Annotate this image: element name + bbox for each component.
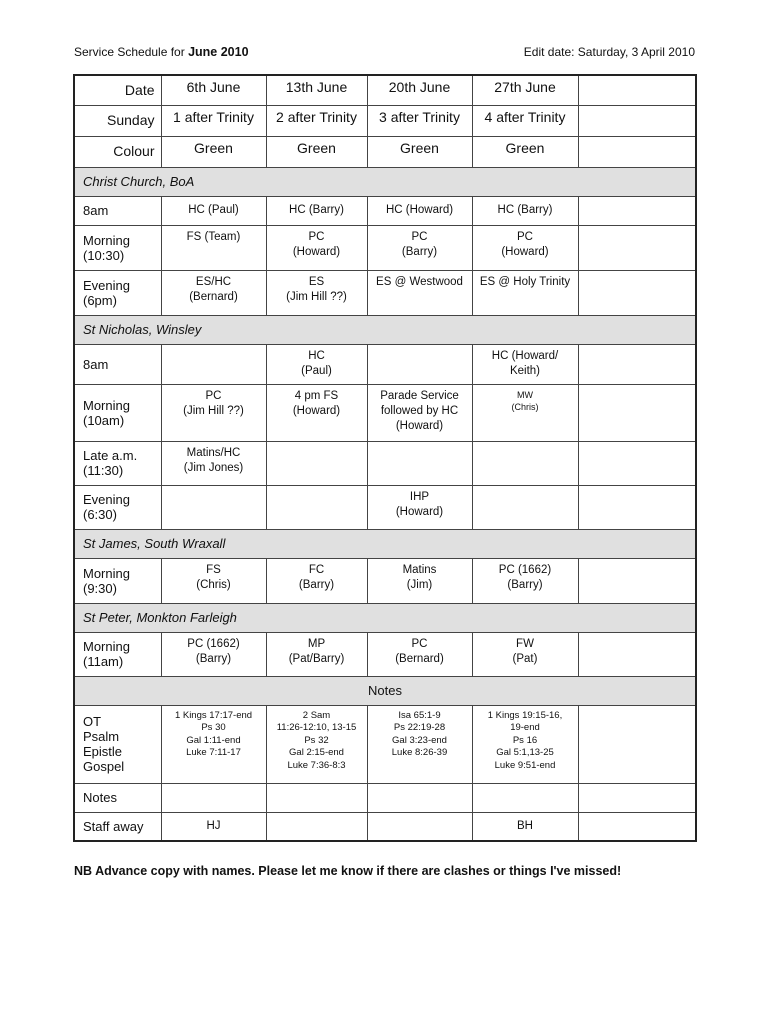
footer-note: NB Advance copy with names. Please let me know if there are clashes or things I've missed! [74, 864, 622, 878]
cell-week-1: ES/HC (Bernard) [161, 270, 266, 315]
cell-week-3: PC (Barry) [367, 225, 472, 270]
schedule-table [73, 74, 697, 842]
row-label: Staff away [74, 812, 161, 841]
cell-week-5 [578, 812, 696, 841]
cell-week-2: Green [266, 136, 367, 167]
cell-week-3 [367, 783, 472, 812]
cell-week-2: ES (Jim Hill ??) [266, 270, 367, 315]
cell-week-2: HC (Barry) [266, 196, 367, 225]
cell-week-1: HJ [161, 812, 266, 841]
cell-week-4: HC (Howard/ Keith) [472, 344, 578, 384]
cell-week-5 [578, 225, 696, 270]
cell-week-3 [367, 344, 472, 384]
service-row [74, 384, 696, 441]
cell-week-4: 4 after Trinity [472, 105, 578, 136]
cell-week-1: 1 Kings 17:17-end Ps 30 Gal 1:11-end Luke 7:11-17 [161, 705, 266, 783]
cell-week-2: 4 pm FS (Howard) [266, 384, 367, 441]
cell-week-1: Green [161, 136, 266, 167]
cell-week-3: ES @ Westwood [367, 270, 472, 315]
cell-week-4: HC (Barry) [472, 196, 578, 225]
row-label: Sunday [74, 105, 161, 136]
row-label: 8am [74, 344, 161, 384]
header-row [74, 136, 696, 167]
cell-week-1: FS (Chris) [161, 558, 266, 603]
section-header-title: St James, South Wraxall [74, 529, 696, 558]
section-header [74, 315, 696, 344]
row-label: Morning (10am) [74, 384, 161, 441]
cell-week-5 [578, 783, 696, 812]
cell-week-3 [367, 812, 472, 841]
cell-week-4: PC (1662) (Barry) [472, 558, 578, 603]
notes-header [74, 676, 696, 705]
cell-week-3: 3 after Trinity [367, 105, 472, 136]
cell-week-1 [161, 485, 266, 529]
cell-week-2: 2 Sam 11:26-12:10, 13-15 Ps 32 Gal 2:15-end Luke 7:36-8:3 [266, 705, 367, 783]
cell-week-3: 20th June [367, 75, 472, 105]
section-header-title: St Peter, Monkton Farleigh [74, 603, 696, 632]
row-label: Date [74, 75, 161, 105]
readings-row [74, 705, 696, 783]
cell-week-4: 27th June [472, 75, 578, 105]
section-header [74, 603, 696, 632]
cell-week-1: 1 after Trinity [161, 105, 266, 136]
row-label: 8am [74, 196, 161, 225]
cell-week-4: FW (Pat) [472, 632, 578, 676]
cell-week-4: PC (Howard) [472, 225, 578, 270]
cell-week-2: PC (Howard) [266, 225, 367, 270]
cell-week-3: Matins (Jim) [367, 558, 472, 603]
service-row [74, 225, 696, 270]
section-header-title: Christ Church, BoA [74, 167, 696, 196]
cell-week-4: MW (Chris) [472, 384, 578, 441]
cell-week-2: 13th June [266, 75, 367, 105]
cell-week-1 [161, 344, 266, 384]
row-label: Morning (9:30) [74, 558, 161, 603]
cell-week-5 [578, 105, 696, 136]
service-row [74, 485, 696, 529]
cell-week-3: Green [367, 136, 472, 167]
cell-week-1: PC (Jim Hill ??) [161, 384, 266, 441]
section-header [74, 167, 696, 196]
bottom-row [74, 783, 696, 812]
row-label: OT Psalm Epistle Gospel [74, 705, 161, 783]
cell-week-2: 2 after Trinity [266, 105, 367, 136]
service-row [74, 558, 696, 603]
cell-week-3: PC (Bernard) [367, 632, 472, 676]
cell-week-4: BH [472, 812, 578, 841]
service-row [74, 344, 696, 384]
cell-week-1: PC (1662) (Barry) [161, 632, 266, 676]
cell-week-1: HC (Paul) [161, 196, 266, 225]
bottom-row [74, 812, 696, 841]
cell-week-2: FC (Barry) [266, 558, 367, 603]
cell-week-2 [266, 485, 367, 529]
header-title [74, 45, 249, 59]
cell-week-5 [578, 75, 696, 105]
notes-header-title: Notes [74, 676, 696, 705]
cell-week-5 [578, 196, 696, 225]
cell-week-5 [578, 270, 696, 315]
header-title-prefix: Service Schedule for [74, 45, 189, 59]
service-row [74, 632, 696, 676]
cell-week-4 [472, 485, 578, 529]
cell-week-1: FS (Team) [161, 225, 266, 270]
cell-week-2: MP (Pat/Barry) [266, 632, 367, 676]
cell-week-5 [578, 441, 696, 485]
cell-week-5 [578, 344, 696, 384]
service-row [74, 270, 696, 315]
row-label: Notes [74, 783, 161, 812]
cell-week-5 [578, 632, 696, 676]
cell-week-3 [367, 441, 472, 485]
cell-week-5 [578, 384, 696, 441]
cell-week-5 [578, 485, 696, 529]
cell-week-5 [578, 558, 696, 603]
cell-week-2 [266, 441, 367, 485]
cell-week-5 [578, 705, 696, 783]
cell-week-1 [161, 783, 266, 812]
row-label: Evening (6pm) [74, 270, 161, 315]
cell-week-1: 6th June [161, 75, 266, 105]
section-header [74, 529, 696, 558]
cell-week-4: 1 Kings 19:15-16, 19-end Ps 16 Gal 5:1,13-25 Luke 9:51-end [472, 705, 578, 783]
row-label: Colour [74, 136, 161, 167]
row-label: Evening (6:30) [74, 485, 161, 529]
cell-week-4: ES @ Holy Trinity [472, 270, 578, 315]
cell-week-1: Matins/HC (Jim Jones) [161, 441, 266, 485]
edit-date: Edit date: Saturday, 3 April 2010 [523, 45, 695, 59]
cell-week-2 [266, 783, 367, 812]
service-row [74, 441, 696, 485]
cell-week-4 [472, 441, 578, 485]
cell-week-3: Parade Service followed by HC (Howard) [367, 384, 472, 441]
cell-week-2: HC (Paul) [266, 344, 367, 384]
section-header-title: St Nicholas, Winsley [74, 315, 696, 344]
cell-week-3: HC (Howard) [367, 196, 472, 225]
cell-week-4 [472, 783, 578, 812]
row-label: Morning (10:30) [74, 225, 161, 270]
service-row [74, 196, 696, 225]
cell-week-3: IHP (Howard) [367, 485, 472, 529]
row-label: Late a.m. (11:30) [74, 441, 161, 485]
cell-week-3: Isa 65:1-9 Ps 22:19-28 Gal 3:23-end Luke 8:26-39 [367, 705, 472, 783]
header-row [74, 105, 696, 136]
header-row [74, 75, 696, 105]
header-month: June 2010 [188, 45, 249, 59]
cell-week-2 [266, 812, 367, 841]
row-label: Morning (11am) [74, 632, 161, 676]
cell-week-5 [578, 136, 696, 167]
cell-week-4: Green [472, 136, 578, 167]
